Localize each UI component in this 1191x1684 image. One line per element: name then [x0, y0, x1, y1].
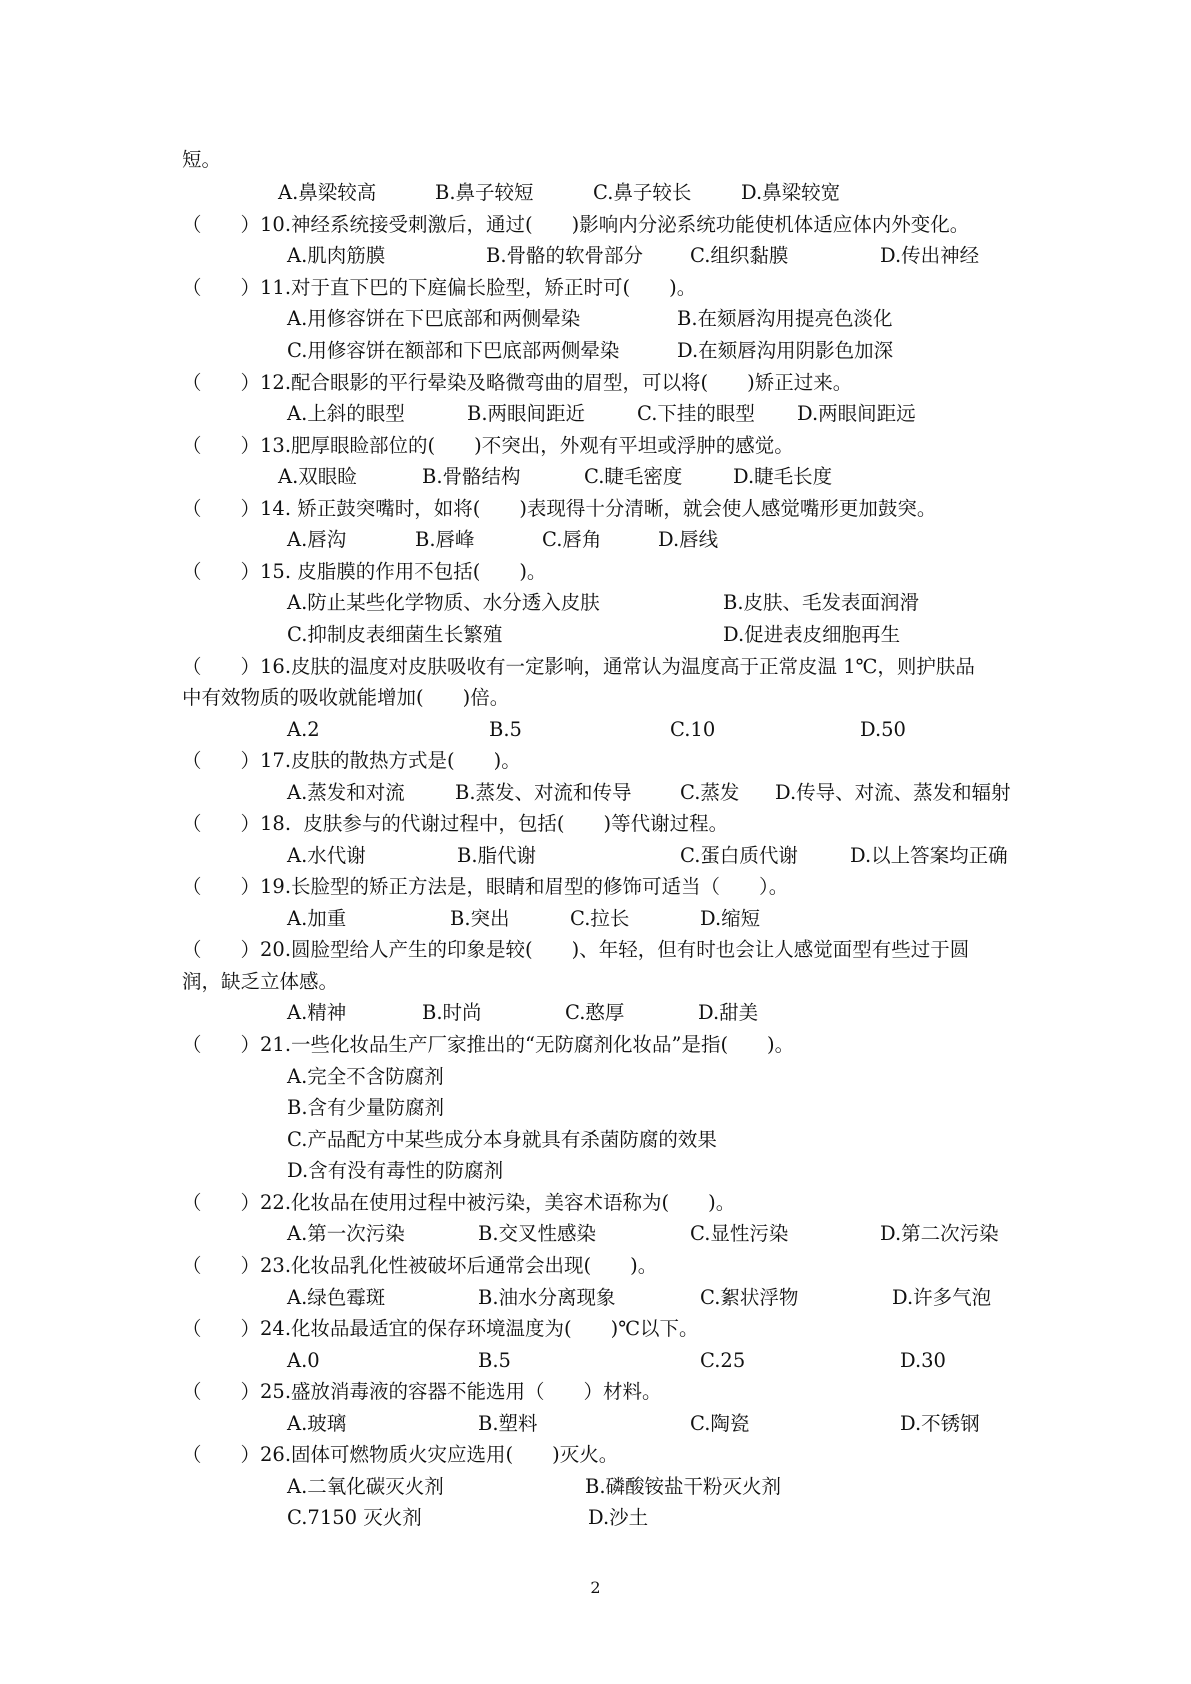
q11-option-b: B.在颏唇沟用提亮色淡化 [677, 307, 893, 330]
q14-option-c: C.唇角 [542, 528, 602, 551]
question-19-stem: （ ）19.长脸型的矫正方法是，眼睛和眉型的修饰可适当（ ）。 [182, 875, 789, 898]
question-14-stem: （ ）14. 矫正鼓突嘴时，如将( )表现得十分清晰，就会使人感觉嘴形更加鼓突。 [182, 497, 937, 520]
q15-option-b: B.皮肤、毛发表面润滑 [723, 591, 920, 614]
question-11-stem: （ ）11.对于直下巴的下庭偏长脸型，矫正时可( )。 [182, 276, 697, 299]
question-23-stem: （ ）23.化妆品乳化性被破坏后通常会出现( )。 [182, 1254, 658, 1277]
q14-option-a: A.唇沟 [287, 528, 347, 551]
q11-option-c: C.用修容饼在额部和下巴底部两侧晕染 [287, 339, 620, 362]
q19-option-d: D.缩短 [700, 907, 761, 930]
q22-option-c: C.显性污染 [690, 1222, 789, 1245]
q15-option-c: C.抑制皮表细菌生长繁殖 [287, 623, 503, 646]
q12-option-b: B.两眼间距近 [467, 402, 586, 425]
q23-option-b: B.油水分离现象 [478, 1286, 616, 1309]
q15-option-a: A.防止某些化学物质、水分透入皮肤 [287, 591, 600, 614]
q18-option-d: D.以上答案均正确 [850, 844, 1008, 867]
q23-option-a: A.绿色霉斑 [287, 1286, 386, 1309]
q17-option-b: B.蒸发、对流和传导 [455, 781, 632, 804]
q14-option-b: B.唇峰 [415, 528, 475, 551]
q15-option-d: D.促进表皮细胞再生 [723, 623, 901, 646]
q17-option-c: C.蒸发 [680, 781, 740, 804]
q9-option-a: A.鼻梁较高 [278, 181, 377, 204]
question-12-stem: （ ）12.配合眼影的平行晕染及略微弯曲的眉型，可以将( )矫正过来。 [182, 371, 853, 394]
q18-option-c: C.蛋白质代谢 [680, 844, 798, 867]
q18-option-a: A.水代谢 [287, 844, 366, 867]
q10-option-b: B.骨骼的软骨部分 [486, 244, 644, 267]
q25-option-d: D.不锈钢 [900, 1412, 980, 1435]
question-20-stem: （ ）20.圆脸型给人产生的印象是较( )、年轻，但有时也会让人感觉面型有些过于圆 [182, 938, 970, 961]
q24-option-c: C.25 [700, 1349, 746, 1372]
q13-option-d: D.睫毛长度 [733, 465, 833, 488]
q24-option-b: B.5 [478, 1349, 511, 1372]
q10-option-d: D.传出神经 [880, 244, 980, 267]
question-24-stem: （ ）24.化妆品最适宜的保存环境温度为( )℃以下。 [182, 1317, 699, 1340]
question-22-stem: （ ）22.化妆品在使用过程中被污染，美容术语称为( )。 [182, 1191, 736, 1214]
q23-option-c: C.絮状浮物 [700, 1286, 799, 1309]
q9-option-d: D.鼻梁较宽 [741, 181, 841, 204]
q22-option-b: B.交叉性感染 [478, 1222, 597, 1245]
question-18-stem: （ ）18. 皮肤参与的代谢过程中，包括( )等代谢过程。 [182, 812, 729, 835]
q14-option-d: D.唇线 [658, 528, 719, 551]
q21-option-c: C.产品配方中某些成分本身就具有杀菌防腐的效果 [287, 1128, 717, 1151]
q21-option-b: B.含有少量防腐剂 [287, 1096, 445, 1119]
q13-option-c: C.睫毛密度 [584, 465, 683, 488]
q24-option-a: A.0 [287, 1349, 320, 1372]
q12-option-a: A.上斜的眼型 [287, 402, 405, 425]
question-26-stem: （ ）26.固体可燃物质火灾应选用( )灭火。 [182, 1443, 619, 1466]
q22-option-d: D.第二次污染 [880, 1222, 999, 1245]
q13-option-a: A.双眼睑 [278, 465, 357, 488]
question-16-stem-cont: 中有效物质的吸收就能增加( )倍。 [182, 686, 510, 709]
q20-option-a: A.精神 [287, 1001, 347, 1024]
q20-option-d: D.甜美 [698, 1001, 759, 1024]
q12-option-c: C.下挂的眼型 [637, 402, 755, 425]
q17-option-d: D.传导、对流、蒸发和辐射 [775, 781, 1011, 804]
q25-option-a: A.玻璃 [287, 1412, 347, 1435]
q12-option-d: D.两眼间距远 [797, 402, 916, 425]
q9-option-c: C.鼻子较长 [593, 181, 692, 204]
q26-option-b: B.磷酸铵盐干粉灭火剂 [585, 1475, 782, 1498]
page-number: 2 [590, 1578, 601, 1597]
question-16-stem: （ ）16.皮肤的温度对皮肤吸收有一定影响，通常认为温度高于正常皮温 1℃，则护肤品 [182, 655, 975, 678]
continuation-text: 短。 [182, 148, 222, 171]
q16-option-b: B.5 [489, 718, 522, 741]
q23-option-d: D.许多气泡 [892, 1286, 992, 1309]
q21-option-a: A.完全不含防腐剂 [287, 1065, 444, 1088]
q26-option-c: C.7150 灭火剂 [287, 1506, 422, 1529]
q20-option-b: B.时尚 [422, 1001, 482, 1024]
q16-option-c: C.10 [670, 718, 716, 741]
q19-option-c: C.拉长 [570, 907, 630, 930]
question-17-stem: （ ）17.皮肤的散热方式是( )。 [182, 749, 521, 772]
question-21-stem: （ ）21.一些化妆品生产厂家推出的“无防腐剂化妆品”是指( )。 [182, 1033, 795, 1056]
q21-option-d: D.含有没有毒性的防腐剂 [287, 1159, 504, 1182]
q10-option-a: A.肌肉筋膜 [287, 244, 386, 267]
q18-option-b: B.脂代谢 [457, 844, 537, 867]
q16-option-d: D.50 [860, 718, 906, 741]
q9-option-b: B.鼻子较短 [435, 181, 534, 204]
question-10-stem: （ ）10.神经系统接受刺激后，通过( )影响内分泌系统功能使机体适应体内外变化。 [182, 213, 970, 236]
q17-option-a: A.蒸发和对流 [287, 781, 405, 804]
question-15-stem: （ ）15. 皮脂膜的作用不包括( )。 [182, 560, 547, 583]
question-25-stem: （ ）25.盛放消毒液的容器不能选用（ ）材料。 [182, 1380, 662, 1403]
q25-option-c: C.陶瓷 [690, 1412, 750, 1435]
q24-option-d: D.30 [900, 1349, 946, 1372]
q22-option-a: A.第一次污染 [287, 1222, 405, 1245]
q25-option-b: B.塑料 [478, 1412, 538, 1435]
q19-option-a: A.加重 [287, 907, 347, 930]
q11-option-a: A.用修容饼在下巴底部和两侧晕染 [287, 307, 581, 330]
q11-option-d: D.在颏唇沟用阴影色加深 [677, 339, 894, 362]
q13-option-b: B.骨骼结构 [422, 465, 521, 488]
question-20-stem-cont: 润，缺乏立体感。 [182, 970, 339, 993]
q26-option-a: A.二氧化碳灭火剂 [287, 1475, 444, 1498]
q20-option-c: C.憨厚 [565, 1001, 625, 1024]
q19-option-b: B.突出 [450, 907, 510, 930]
q10-option-c: C.组织黏膜 [690, 244, 789, 267]
q16-option-a: A.2 [287, 718, 320, 741]
question-13-stem: （ ）13.肥厚眼睑部位的( )不突出，外观有平坦或浮肿的感觉。 [182, 434, 794, 457]
q26-option-d: D.沙土 [588, 1506, 649, 1529]
